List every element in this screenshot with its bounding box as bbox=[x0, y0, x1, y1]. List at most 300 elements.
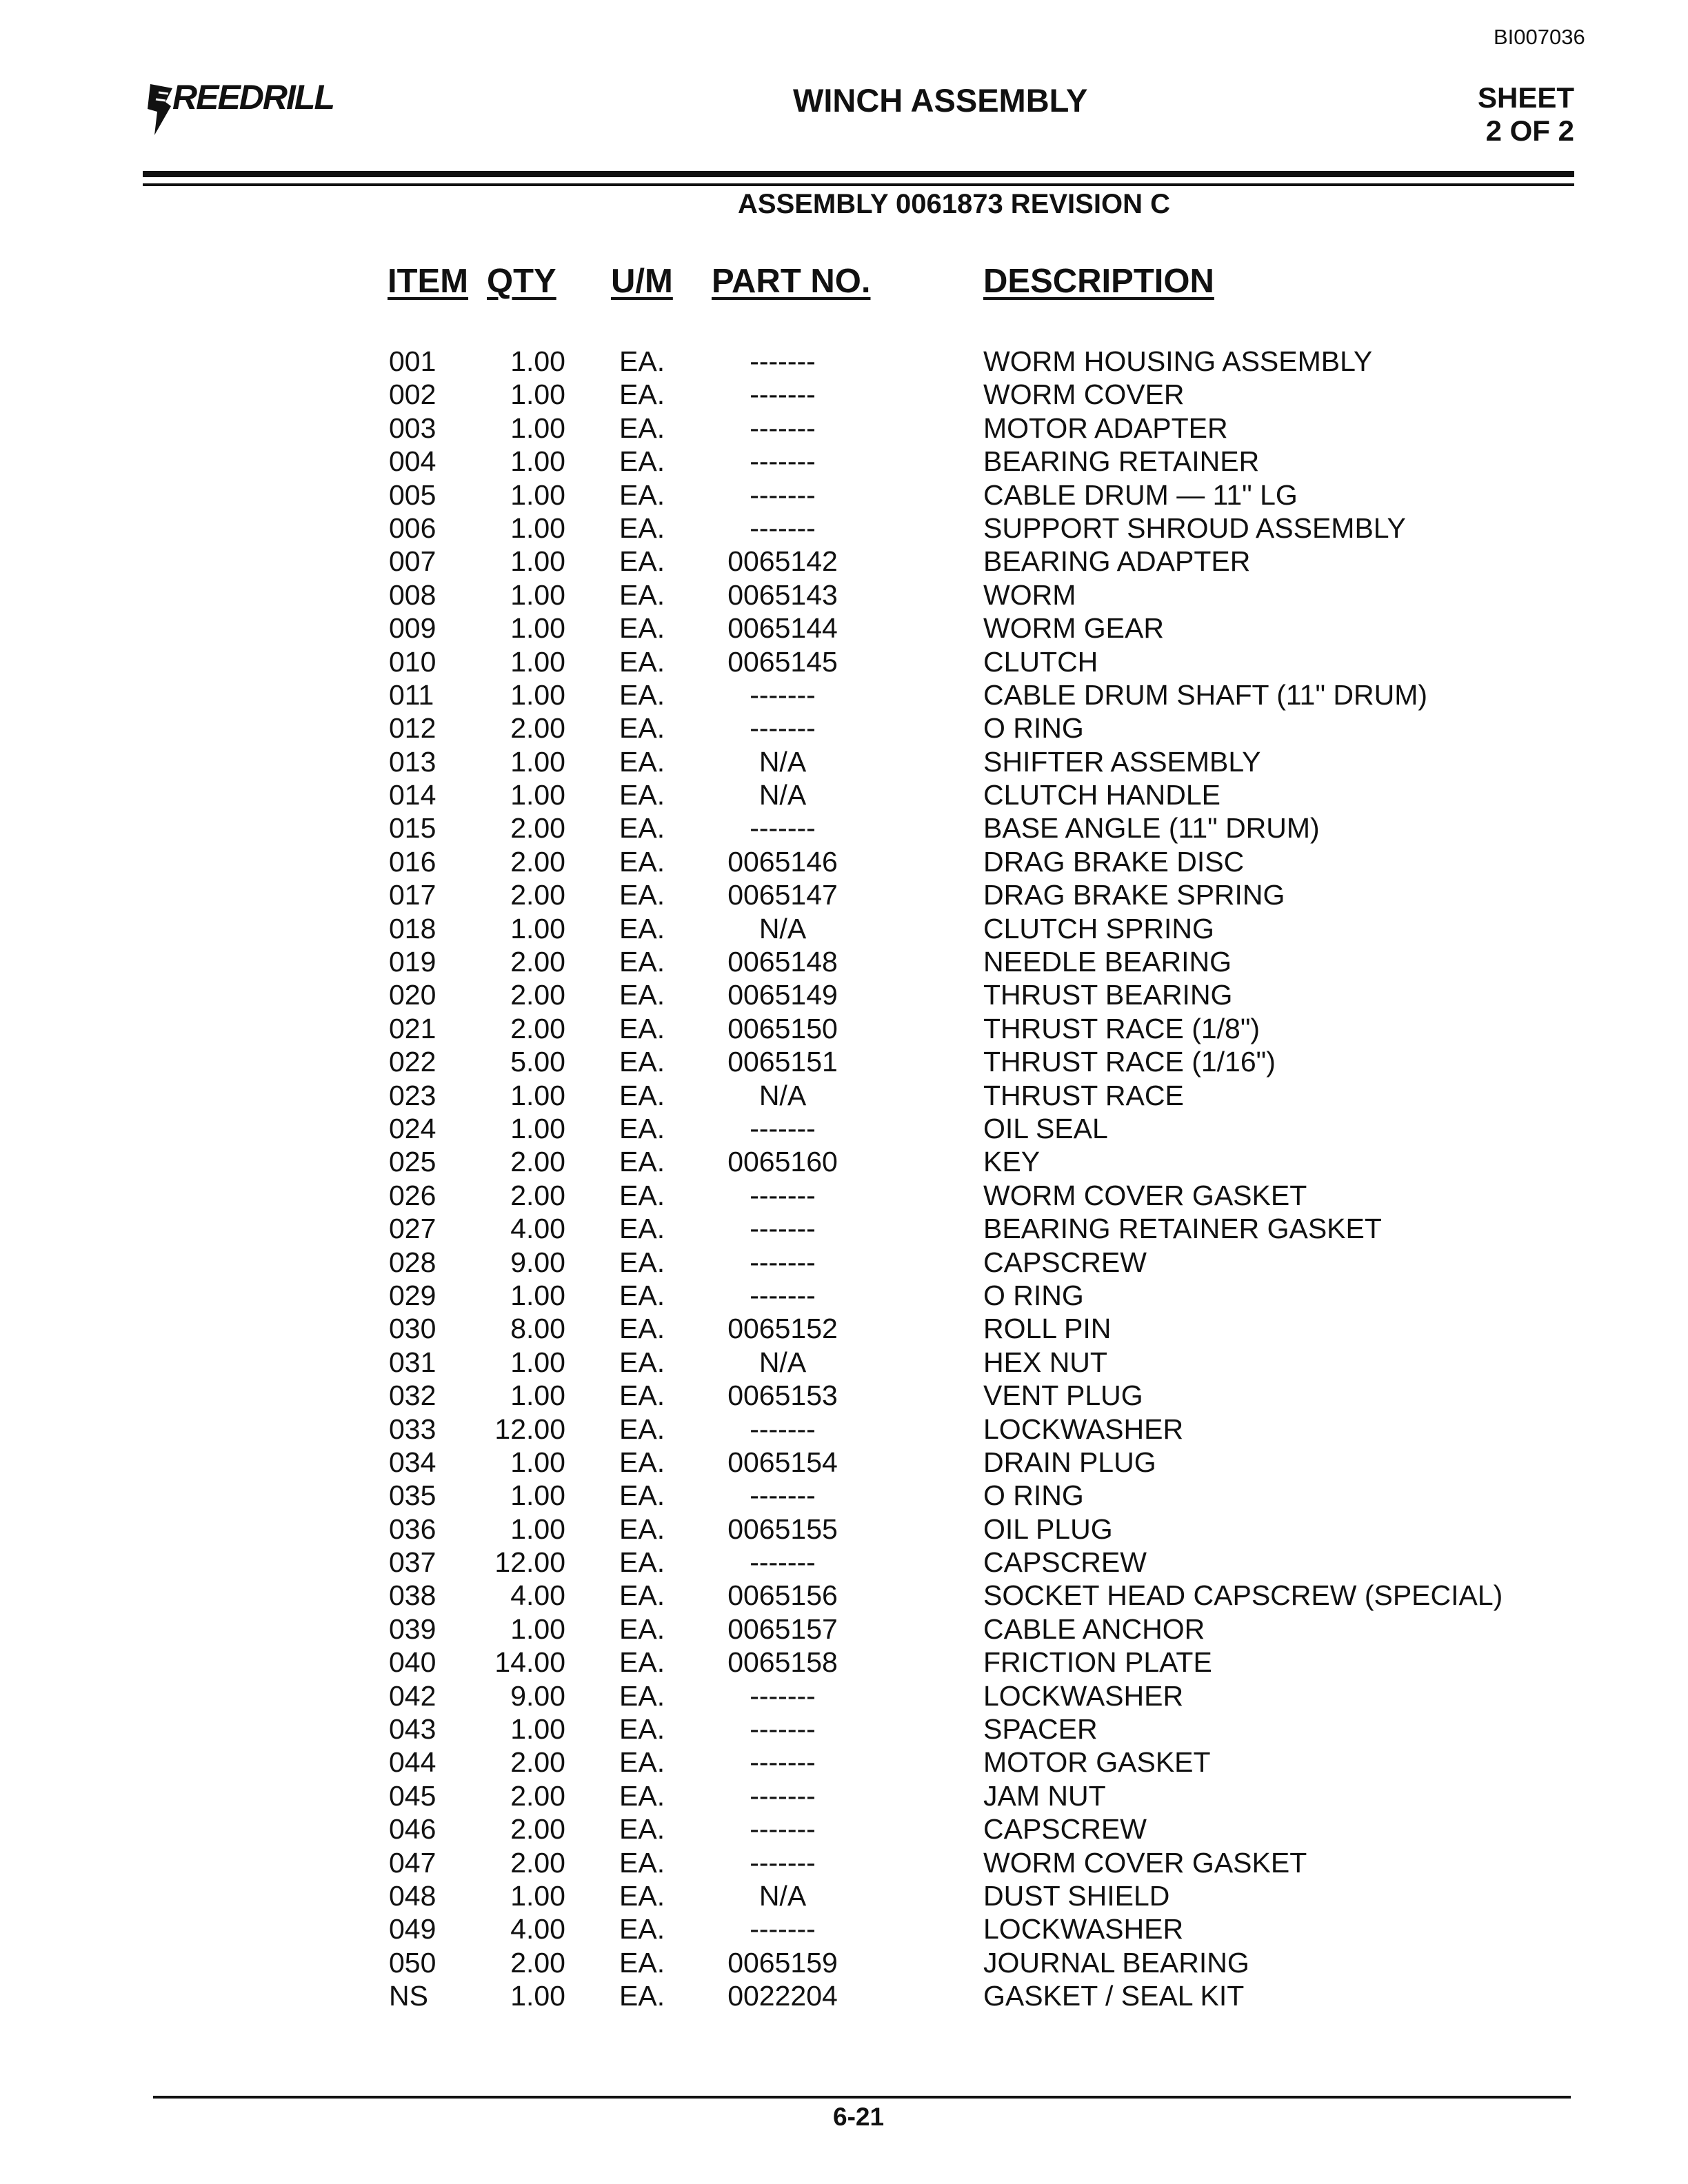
qty-cell: 1.00 bbox=[510, 1713, 565, 1746]
um-cell: EA. bbox=[619, 1012, 665, 1044]
table-row bbox=[0, 1712, 1688, 1746]
description-cell: CAPSCREW bbox=[983, 1246, 1147, 1278]
um-cell: EA. bbox=[619, 1413, 665, 1445]
table-row bbox=[0, 878, 1688, 911]
item-cell: 006 bbox=[389, 512, 436, 544]
header-rule-thin bbox=[143, 183, 1574, 186]
item-cell: 035 bbox=[389, 1479, 436, 1512]
qty-cell: 2.00 bbox=[510, 1179, 565, 1211]
um-cell: EA. bbox=[619, 1612, 665, 1645]
description-cell: NEEDLE BEARING bbox=[983, 946, 1232, 978]
table-row bbox=[0, 978, 1688, 1011]
qty-cell: 1.00 bbox=[510, 1479, 565, 1512]
qty-cell: 12.00 bbox=[494, 1413, 565, 1445]
part-no-cell: N/A bbox=[758, 745, 807, 778]
um-cell: EA. bbox=[619, 1579, 665, 1612]
item-cell: 003 bbox=[389, 412, 436, 444]
table-row bbox=[0, 811, 1688, 845]
item-cell: 031 bbox=[389, 1346, 436, 1378]
qty-cell: 1.00 bbox=[510, 445, 565, 478]
um-cell: EA. bbox=[619, 512, 665, 544]
part-no-cell: 0022204 bbox=[727, 1980, 838, 2012]
qty-cell: 1.00 bbox=[510, 1879, 565, 1912]
table-row bbox=[0, 478, 1688, 512]
table-row bbox=[0, 1779, 1688, 1812]
part-no-cell: ------- bbox=[750, 1246, 816, 1278]
sheet-indicator bbox=[1448, 81, 1574, 148]
description-cell: BASE ANGLE (11" DRUM) bbox=[983, 812, 1320, 845]
part-no-cell: ------- bbox=[750, 1846, 816, 1879]
table-row bbox=[0, 1246, 1688, 1279]
table-row bbox=[0, 445, 1688, 478]
table-row bbox=[0, 1879, 1688, 1912]
um-cell: EA. bbox=[619, 1746, 665, 1779]
part-no-cell: ------- bbox=[750, 1913, 816, 1945]
qty-cell: 1.00 bbox=[510, 1446, 565, 1478]
qty-cell: 2.00 bbox=[510, 1813, 565, 1846]
um-cell: EA. bbox=[619, 879, 665, 911]
description-cell: DRAG BRAKE DISC bbox=[983, 845, 1245, 878]
item-cell: 030 bbox=[389, 1313, 436, 1345]
part-no-cell: 0065142 bbox=[727, 545, 838, 578]
part-no-cell: ------- bbox=[750, 345, 816, 377]
qty-cell: 2.00 bbox=[510, 712, 565, 745]
part-no-cell: ------- bbox=[750, 478, 816, 511]
um-cell: EA. bbox=[619, 1813, 665, 1846]
qty-cell: 1.00 bbox=[510, 412, 565, 444]
qty-cell: 2.00 bbox=[510, 845, 565, 878]
description-cell: O RING bbox=[983, 1479, 1084, 1512]
qty-cell: 2.00 bbox=[510, 946, 565, 978]
item-cell: 008 bbox=[389, 578, 436, 611]
item-cell: 048 bbox=[389, 1879, 436, 1912]
um-cell: EA. bbox=[619, 1213, 665, 1245]
item-cell: 046 bbox=[389, 1813, 436, 1846]
part-no-cell: N/A bbox=[758, 779, 807, 811]
um-cell: EA. bbox=[619, 979, 665, 1011]
brand-logo bbox=[145, 74, 352, 136]
table-row bbox=[0, 1846, 1688, 1879]
table-row bbox=[0, 1179, 1688, 1212]
qty-cell: 1.00 bbox=[510, 512, 565, 544]
column-header-item: ITEM bbox=[388, 263, 469, 300]
description-cell: CLUTCH SPRING bbox=[983, 912, 1214, 944]
part-no-cell: 0065147 bbox=[727, 879, 838, 911]
table-row bbox=[0, 645, 1688, 678]
description-cell: DRAIN PLUG bbox=[983, 1446, 1156, 1478]
um-cell: EA. bbox=[619, 1713, 665, 1746]
um-cell: EA. bbox=[619, 812, 665, 845]
um-cell: EA. bbox=[619, 412, 665, 444]
part-no-cell: ------- bbox=[750, 1413, 816, 1445]
qty-cell: 2.00 bbox=[510, 812, 565, 845]
item-cell: 019 bbox=[389, 946, 436, 978]
part-no-cell: 0065159 bbox=[727, 1946, 838, 1979]
item-cell: 026 bbox=[389, 1179, 436, 1211]
qty-cell: 2.00 bbox=[510, 979, 565, 1011]
part-no-cell: ------- bbox=[750, 412, 816, 444]
drill-bit-icon bbox=[145, 81, 175, 136]
description-cell: WORM COVER bbox=[983, 378, 1185, 411]
item-cell: 043 bbox=[389, 1713, 436, 1746]
part-no-cell: ------- bbox=[750, 512, 816, 544]
description-cell: SUPPORT SHROUD ASSEMBLY bbox=[983, 512, 1406, 544]
part-no-cell: ------- bbox=[750, 1179, 816, 1211]
description-cell: OIL SEAL bbox=[983, 1112, 1108, 1144]
um-cell: EA. bbox=[619, 1913, 665, 1945]
table-row bbox=[0, 1045, 1688, 1078]
description-cell: LOCKWASHER bbox=[983, 1413, 1184, 1445]
part-no-cell: ------- bbox=[750, 1713, 816, 1746]
part-no-cell: 0065144 bbox=[727, 612, 838, 645]
um-cell: EA. bbox=[619, 1646, 665, 1679]
description-cell: CABLE DRUM — 11" LG bbox=[983, 478, 1298, 511]
item-cell: 047 bbox=[389, 1846, 436, 1879]
um-cell: EA. bbox=[619, 678, 665, 711]
qty-cell: 1.00 bbox=[510, 912, 565, 944]
um-cell: EA. bbox=[619, 946, 665, 978]
table-row bbox=[0, 578, 1688, 611]
description-cell: THRUST RACE bbox=[983, 1079, 1184, 1111]
item-cell: 015 bbox=[389, 812, 436, 845]
table-row bbox=[0, 1012, 1688, 1045]
part-no-cell: 0065151 bbox=[727, 1046, 838, 1078]
qty-cell: 8.00 bbox=[510, 1313, 565, 1345]
description-cell: CAPSCREW bbox=[983, 1813, 1147, 1846]
part-no-cell: 0065157 bbox=[727, 1612, 838, 1645]
qty-cell: 4.00 bbox=[510, 1913, 565, 1945]
description-cell: OIL PLUG bbox=[983, 1513, 1113, 1545]
part-no-cell: ------- bbox=[750, 378, 816, 411]
um-cell: EA. bbox=[619, 578, 665, 611]
table-row bbox=[0, 711, 1688, 745]
item-cell: 034 bbox=[389, 1446, 436, 1478]
table-row bbox=[0, 345, 1688, 378]
item-cell: 044 bbox=[389, 1746, 436, 1779]
table-row bbox=[0, 1679, 1688, 1712]
um-cell: EA. bbox=[619, 1513, 665, 1545]
table-row bbox=[0, 1612, 1688, 1646]
qty-cell: 2.00 bbox=[510, 1946, 565, 1979]
description-cell: THRUST BEARING bbox=[983, 979, 1233, 1011]
um-cell: EA. bbox=[619, 845, 665, 878]
um-cell: EA. bbox=[619, 612, 665, 645]
qty-cell: 2.00 bbox=[510, 879, 565, 911]
um-cell: EA. bbox=[619, 1046, 665, 1078]
qty-cell: 1.00 bbox=[510, 1612, 565, 1645]
um-cell: EA. bbox=[619, 1980, 665, 2012]
qty-cell: 1.00 bbox=[510, 645, 565, 678]
part-no-cell: ------- bbox=[750, 1279, 816, 1311]
column-header-part-no: PART NO. bbox=[712, 263, 871, 300]
item-cell: 018 bbox=[389, 912, 436, 944]
description-cell: JOURNAL BEARING bbox=[983, 1946, 1249, 1979]
description-cell: O RING bbox=[983, 1279, 1084, 1311]
page-number: 6-21 bbox=[833, 2103, 885, 2131]
um-cell: EA. bbox=[619, 1546, 665, 1579]
um-cell: EA. bbox=[619, 1879, 665, 1912]
qty-cell: 9.00 bbox=[510, 1679, 565, 1712]
description-cell: BEARING ADAPTER bbox=[983, 545, 1251, 578]
qty-cell: 2.00 bbox=[510, 1012, 565, 1044]
um-cell: EA. bbox=[619, 1946, 665, 1979]
qty-cell: 12.00 bbox=[494, 1546, 565, 1579]
part-no-cell: N/A bbox=[758, 1346, 807, 1378]
table-row bbox=[0, 1479, 1688, 1512]
part-no-cell: ------- bbox=[750, 445, 816, 478]
part-no-cell: 0065149 bbox=[727, 979, 838, 1011]
um-cell: EA. bbox=[619, 1313, 665, 1345]
um-cell: EA. bbox=[619, 1112, 665, 1144]
part-no-cell: ------- bbox=[750, 1779, 816, 1812]
um-cell: EA. bbox=[619, 478, 665, 511]
part-no-cell: N/A bbox=[758, 1879, 807, 1912]
document-id: BI007036 bbox=[1494, 25, 1585, 49]
item-cell: NS bbox=[389, 1980, 428, 2012]
item-cell: 028 bbox=[389, 1246, 436, 1278]
item-cell: 013 bbox=[389, 745, 436, 778]
description-cell: SPACER bbox=[983, 1713, 1098, 1746]
um-cell: EA. bbox=[619, 1679, 665, 1712]
table-row bbox=[0, 1446, 1688, 1479]
um-cell: EA. bbox=[619, 1079, 665, 1111]
um-cell: EA. bbox=[619, 1279, 665, 1311]
sheet-label: SHEET bbox=[1477, 81, 1574, 114]
footer-rule bbox=[153, 2096, 1571, 2099]
item-cell: 039 bbox=[389, 1612, 436, 1645]
description-cell: LOCKWASHER bbox=[983, 1679, 1184, 1712]
item-cell: 024 bbox=[389, 1112, 436, 1144]
um-cell: EA. bbox=[619, 1846, 665, 1879]
description-cell: CABLE ANCHOR bbox=[983, 1612, 1205, 1645]
item-cell: 004 bbox=[389, 445, 436, 478]
description-cell: WORM COVER GASKET bbox=[983, 1846, 1307, 1879]
description-cell: O RING bbox=[983, 712, 1084, 745]
table-row bbox=[0, 1413, 1688, 1446]
part-no-cell: 0065150 bbox=[727, 1012, 838, 1044]
part-no-cell: 0065143 bbox=[727, 578, 838, 611]
table-row bbox=[0, 1812, 1688, 1846]
part-no-cell: ------- bbox=[750, 1213, 816, 1245]
part-no-cell: ------- bbox=[750, 1479, 816, 1512]
description-cell: CLUTCH bbox=[983, 645, 1098, 678]
item-cell: 005 bbox=[389, 478, 436, 511]
table-row bbox=[0, 1312, 1688, 1345]
table-row bbox=[0, 1145, 1688, 1178]
qty-cell: 1.00 bbox=[510, 745, 565, 778]
description-cell: WORM COVER GASKET bbox=[983, 1179, 1307, 1211]
part-no-cell: 0065146 bbox=[727, 845, 838, 878]
description-cell: CAPSCREW bbox=[983, 1546, 1147, 1579]
um-cell: EA. bbox=[619, 1246, 665, 1278]
qty-cell: 2.00 bbox=[510, 1846, 565, 1879]
description-cell: DRAG BRAKE SPRING bbox=[983, 879, 1285, 911]
qty-cell: 1.00 bbox=[510, 1112, 565, 1144]
part-no-cell: 0065152 bbox=[727, 1313, 838, 1345]
description-cell: JAM NUT bbox=[983, 1779, 1106, 1812]
table-row bbox=[0, 778, 1688, 811]
item-cell: 037 bbox=[389, 1546, 436, 1579]
qty-cell: 1.00 bbox=[510, 1279, 565, 1311]
page-title: WINCH ASSEMBLY bbox=[793, 82, 1088, 119]
item-cell: 045 bbox=[389, 1779, 436, 1812]
table-row bbox=[0, 912, 1688, 945]
table-row bbox=[0, 1912, 1688, 1945]
qty-cell: 5.00 bbox=[510, 1046, 565, 1078]
description-cell: CLUTCH HANDLE bbox=[983, 779, 1220, 811]
part-no-cell: 0065145 bbox=[727, 645, 838, 678]
qty-cell: 2.00 bbox=[510, 1779, 565, 1812]
item-cell: 011 bbox=[389, 678, 434, 711]
description-cell: SHIFTER ASSEMBLY bbox=[983, 745, 1261, 778]
table-row bbox=[0, 545, 1688, 578]
description-cell: MOTOR ADAPTER bbox=[983, 412, 1228, 444]
qty-cell: 1.00 bbox=[510, 378, 565, 411]
item-cell: 032 bbox=[389, 1379, 436, 1412]
table-row bbox=[0, 945, 1688, 978]
um-cell: EA. bbox=[619, 1479, 665, 1512]
column-header-description: DESCRIPTION bbox=[983, 263, 1214, 300]
table-row bbox=[0, 1746, 1688, 1779]
description-cell: FRICTION PLATE bbox=[983, 1646, 1212, 1679]
header-rule-thick bbox=[143, 171, 1574, 177]
table-row bbox=[0, 1513, 1688, 1546]
um-cell: EA. bbox=[619, 912, 665, 944]
part-no-cell: ------- bbox=[750, 812, 816, 845]
part-no-cell: 0065160 bbox=[727, 1146, 838, 1178]
qty-cell: 9.00 bbox=[510, 1246, 565, 1278]
table-row bbox=[0, 512, 1688, 545]
item-cell: 036 bbox=[389, 1513, 436, 1545]
item-cell: 029 bbox=[389, 1279, 436, 1311]
table-row bbox=[0, 1346, 1688, 1379]
item-cell: 014 bbox=[389, 779, 436, 811]
description-cell: BEARING RETAINER GASKET bbox=[983, 1213, 1382, 1245]
item-cell: 049 bbox=[389, 1913, 436, 1945]
part-no-cell: ------- bbox=[750, 712, 816, 745]
parts-table-body bbox=[0, 345, 1688, 2013]
table-row bbox=[0, 1379, 1688, 1412]
um-cell: EA. bbox=[619, 545, 665, 578]
table-row bbox=[0, 1979, 1688, 2012]
qty-cell: 1.00 bbox=[510, 478, 565, 511]
qty-cell: 1.00 bbox=[510, 1079, 565, 1111]
parts-table-header bbox=[0, 262, 1688, 303]
table-row bbox=[0, 1079, 1688, 1112]
part-no-cell: 0065156 bbox=[727, 1579, 838, 1612]
qty-cell: 1.00 bbox=[510, 779, 565, 811]
column-header-um: U/M bbox=[611, 263, 673, 300]
item-cell: 020 bbox=[389, 979, 436, 1011]
item-cell: 009 bbox=[389, 612, 436, 645]
part-no-cell: ------- bbox=[750, 1813, 816, 1846]
table-row bbox=[0, 745, 1688, 778]
description-cell: KEY bbox=[983, 1146, 1041, 1178]
um-cell: EA. bbox=[619, 378, 665, 411]
um-cell: EA. bbox=[619, 1379, 665, 1412]
item-cell: 002 bbox=[389, 378, 436, 411]
um-cell: EA. bbox=[619, 1179, 665, 1211]
table-row bbox=[0, 611, 1688, 645]
um-cell: EA. bbox=[619, 745, 665, 778]
table-row bbox=[0, 1646, 1688, 1679]
description-cell: VENT PLUG bbox=[983, 1379, 1143, 1412]
um-cell: EA. bbox=[619, 1146, 665, 1178]
um-cell: EA. bbox=[619, 712, 665, 745]
item-cell: 007 bbox=[389, 545, 436, 578]
part-no-cell: 0065158 bbox=[727, 1646, 838, 1679]
item-cell: 042 bbox=[389, 1679, 436, 1712]
part-no-cell: ------- bbox=[750, 1746, 816, 1779]
item-cell: 050 bbox=[389, 1946, 436, 1979]
description-cell: GASKET / SEAL KIT bbox=[983, 1980, 1245, 2012]
table-row bbox=[0, 678, 1688, 711]
description-cell: HEX NUT bbox=[983, 1346, 1107, 1378]
item-cell: 001 bbox=[389, 345, 436, 377]
item-cell: 040 bbox=[389, 1646, 436, 1679]
table-row bbox=[0, 378, 1688, 411]
logo-text: REEDRILL bbox=[172, 78, 334, 117]
qty-cell: 1.00 bbox=[510, 545, 565, 578]
description-cell: ROLL PIN bbox=[983, 1313, 1112, 1345]
description-cell: WORM GEAR bbox=[983, 612, 1164, 645]
description-cell: MOTOR GASKET bbox=[983, 1746, 1211, 1779]
description-cell: DUST SHIELD bbox=[983, 1879, 1170, 1912]
um-cell: EA. bbox=[619, 1779, 665, 1812]
part-no-cell: ------- bbox=[750, 678, 816, 711]
table-row bbox=[0, 1946, 1688, 1979]
um-cell: EA. bbox=[619, 1446, 665, 1478]
item-cell: 033 bbox=[389, 1413, 436, 1445]
table-row bbox=[0, 1279, 1688, 1312]
item-cell: 022 bbox=[389, 1046, 436, 1078]
table-row bbox=[0, 1579, 1688, 1612]
part-no-cell: N/A bbox=[758, 1079, 807, 1111]
qty-cell: 14.00 bbox=[494, 1646, 565, 1679]
description-cell: LOCKWASHER bbox=[983, 1913, 1184, 1945]
um-cell: EA. bbox=[619, 779, 665, 811]
description-cell: THRUST RACE (1/8") bbox=[983, 1012, 1260, 1044]
part-no-cell: 0065154 bbox=[727, 1446, 838, 1478]
item-cell: 012 bbox=[389, 712, 436, 745]
description-cell: WORM bbox=[983, 578, 1076, 611]
item-cell: 025 bbox=[389, 1146, 436, 1178]
qty-cell: 1.00 bbox=[510, 1346, 565, 1378]
sheet-number: 2 OF 2 bbox=[1485, 114, 1574, 147]
item-cell: 017 bbox=[389, 879, 436, 911]
qty-cell: 4.00 bbox=[510, 1213, 565, 1245]
qty-cell: 1.00 bbox=[510, 612, 565, 645]
qty-cell: 2.00 bbox=[510, 1746, 565, 1779]
part-no-cell: ------- bbox=[750, 1679, 816, 1712]
item-cell: 016 bbox=[389, 845, 436, 878]
qty-cell: 4.00 bbox=[510, 1579, 565, 1612]
description-cell: SOCKET HEAD CAPSCREW (SPECIAL) bbox=[983, 1579, 1503, 1612]
column-header-qty: QTY bbox=[487, 263, 556, 300]
item-cell: 038 bbox=[389, 1579, 436, 1612]
qty-cell: 2.00 bbox=[510, 1146, 565, 1178]
um-cell: EA. bbox=[619, 445, 665, 478]
qty-cell: 1.00 bbox=[510, 578, 565, 611]
item-cell: 027 bbox=[389, 1213, 436, 1245]
um-cell: EA. bbox=[619, 645, 665, 678]
qty-cell: 1.00 bbox=[510, 678, 565, 711]
table-row bbox=[0, 1112, 1688, 1145]
table-row bbox=[0, 845, 1688, 878]
um-cell: EA. bbox=[619, 345, 665, 377]
description-cell: BEARING RETAINER bbox=[983, 445, 1260, 478]
description-cell: THRUST RACE (1/16") bbox=[983, 1046, 1276, 1078]
